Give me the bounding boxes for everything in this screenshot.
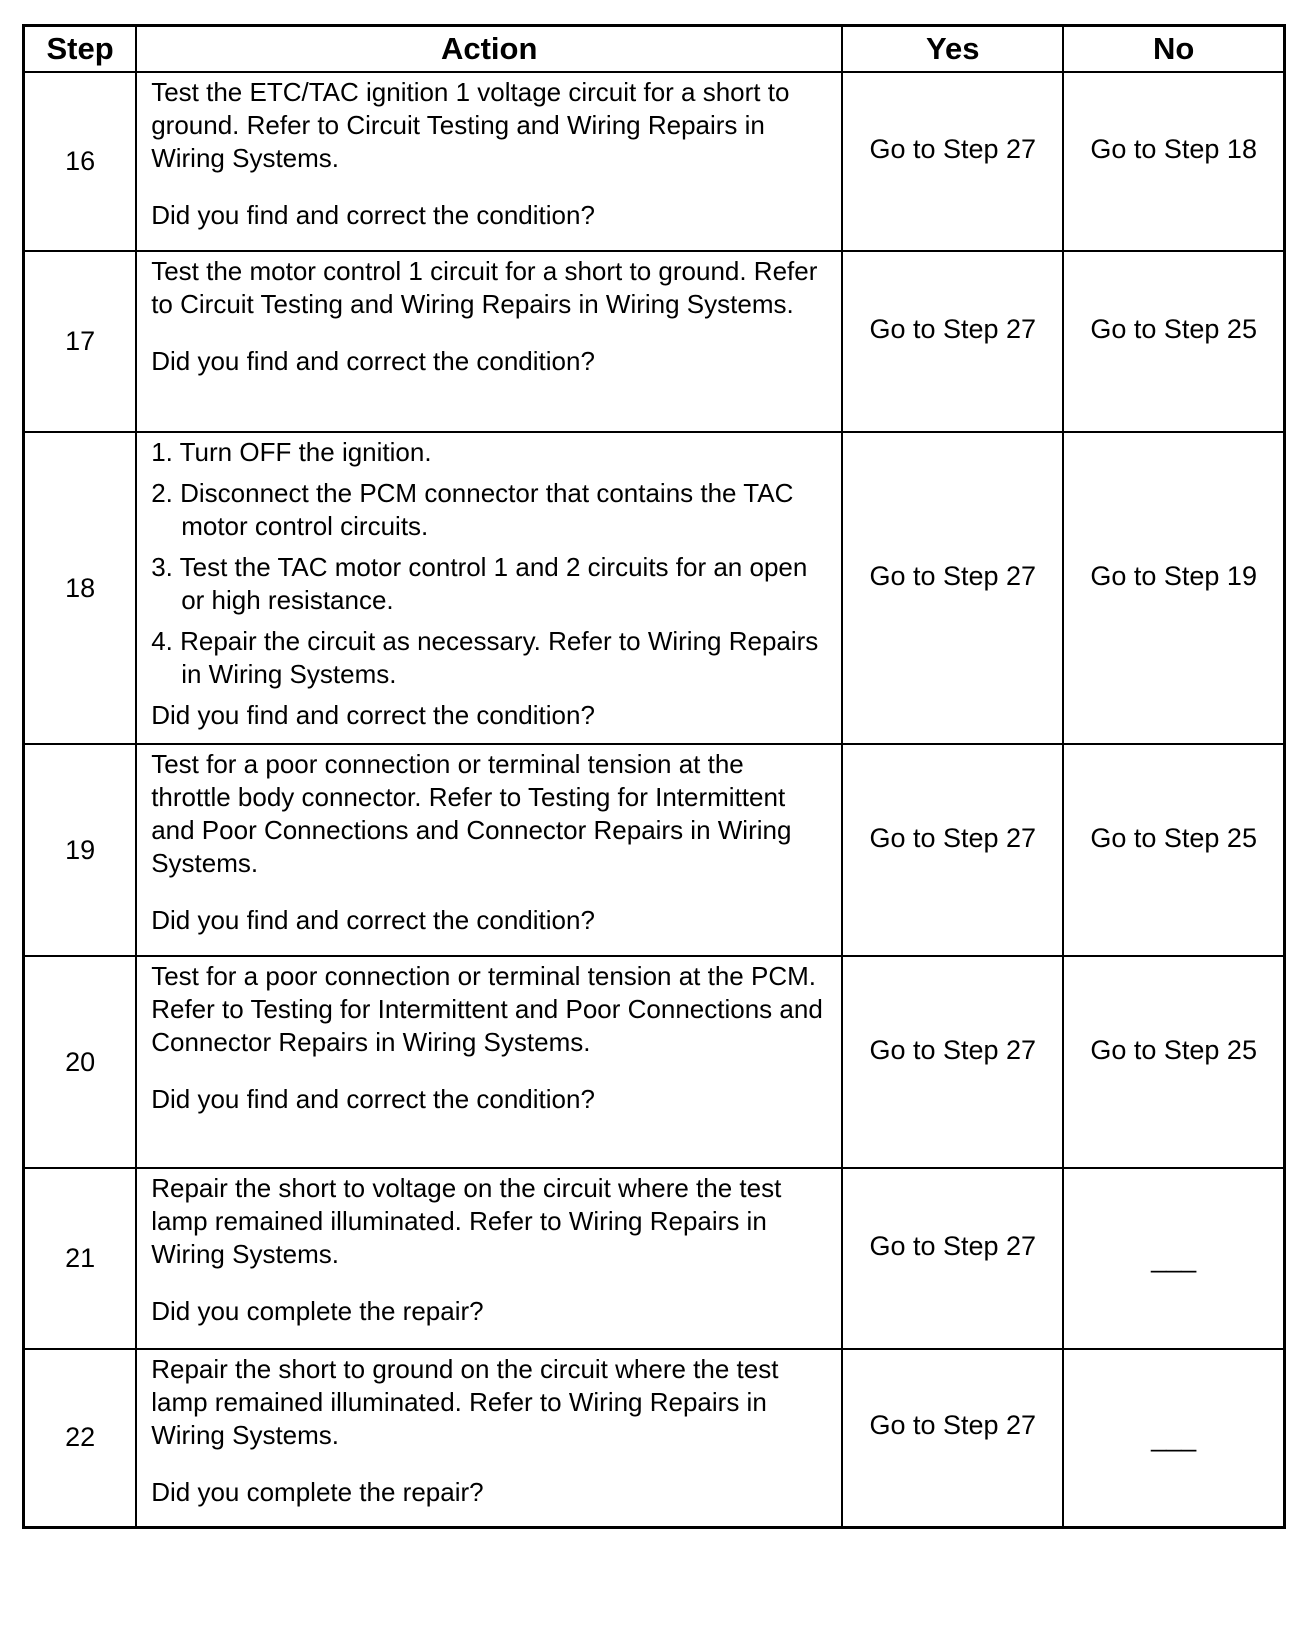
yes-cell: [842, 744, 1063, 956]
list-item: 3. Test the TAC motor control 1 and 2 circuits for an open or high resistance.: [151, 552, 808, 615]
no-cell: [1063, 251, 1284, 432]
action-text: Test for a poor connection or terminal tension at the throttle body connector. Refer to Testing for Intermittent and Poor Connections and Connector Repairs in Wiring Systems.: [151, 749, 792, 878]
no-header: No: [1063, 26, 1284, 73]
step-number: 16: [24, 72, 137, 251]
yes-result: Go to Step 27: [869, 134, 1037, 164]
yes-cell: [842, 1349, 1063, 1527]
yes-result: Go to Step 27: [869, 314, 1037, 344]
header-row: [24, 26, 1285, 73]
step-number: 19: [24, 744, 137, 956]
diagnostic-table: [22, 24, 1286, 1529]
step-number: 18: [24, 432, 137, 744]
yes-result: Go to Step 27: [869, 1410, 1037, 1441]
action-cell: [136, 956, 842, 1168]
yes-result: Go to Step 27: [869, 1034, 1037, 1065]
no-result: Go to Step 25: [1090, 1034, 1257, 1065]
yes-result: Go to Step 27: [869, 822, 1037, 853]
no-result: Go to Step 25: [1090, 314, 1257, 344]
action-question: Did you complete the repair?: [151, 1296, 484, 1326]
list-item: 4. Repair the circuit as necessary. Refer to Wiring Repairs in Wiring Systems.: [151, 626, 819, 689]
action-cell: [136, 744, 842, 956]
action-cell: [136, 1168, 842, 1349]
step-header: Step: [24, 26, 137, 73]
no-result: Go to Step 18: [1090, 134, 1257, 164]
no-result: Go to Step 25: [1090, 822, 1257, 853]
yes-cell: [842, 956, 1063, 1168]
no-result-dash: ___: [1151, 1243, 1197, 1273]
yes-cell: [842, 72, 1063, 251]
action-cell: [136, 1349, 842, 1527]
step-number: 20: [24, 956, 137, 1168]
yes-result: Go to Step 27: [869, 1231, 1037, 1261]
action-text: Test for a poor connection or terminal tension at the PCM. Refer to Testing for Intermittent and Poor Connections and Connector Repairs in Wiring Systems.: [151, 961, 823, 1057]
yes-cell: [842, 1168, 1063, 1349]
list-item: 1. Turn OFF the ignition.: [151, 437, 432, 467]
step-number: 22: [24, 1349, 137, 1527]
table-row: [24, 956, 1285, 1168]
action-steps-list: [151, 436, 829, 691]
action-question: Did you find and correct the condition?: [151, 200, 595, 230]
no-result: Go to Step 19: [1090, 560, 1257, 591]
action-question: Did you find and correct the condition?: [151, 700, 595, 730]
table-row: [24, 1168, 1285, 1349]
step-number: 21: [24, 1168, 137, 1349]
step-number: 17: [24, 251, 137, 432]
action-text: Test the motor control 1 circuit for a short to ground. Refer to Circuit Testing and Wiring Repairs in Wiring Systems.: [151, 256, 818, 319]
yes-cell: [842, 432, 1063, 744]
no-cell: [1063, 744, 1284, 956]
action-question: Did you find and correct the condition?: [151, 905, 595, 935]
action-cell: [136, 72, 842, 251]
action-text: Test the ETC/TAC ignition 1 voltage circuit for a short to ground. Refer to Circuit Testing and Wiring Repairs in Wiring Systems.: [151, 77, 790, 173]
yes-cell: [842, 251, 1063, 432]
no-cell: [1063, 1349, 1284, 1527]
action-header: Action: [136, 26, 842, 73]
table-row: [24, 744, 1285, 956]
table-row: [24, 1349, 1285, 1527]
action-question: Did you complete the repair?: [151, 1477, 484, 1507]
yes-header: Yes: [842, 26, 1063, 73]
yes-result: Go to Step 27: [869, 560, 1037, 591]
action-cell: [136, 432, 842, 744]
no-cell: [1063, 1168, 1284, 1349]
no-result-dash: ___: [1151, 1422, 1197, 1453]
no-cell: [1063, 72, 1284, 251]
table-row: [24, 72, 1285, 251]
action-cell: [136, 251, 842, 432]
table-row: [24, 432, 1285, 744]
list-item: 2. Disconnect the PCM connector that contains the TAC motor control circuits.: [151, 478, 794, 541]
action-question: Did you find and correct the condition?: [151, 346, 595, 376]
no-cell: [1063, 432, 1284, 744]
no-cell: [1063, 956, 1284, 1168]
action-text: Repair the short to ground on the circuit where the test lamp remained illuminated. Refer to Wiring Repairs in Wiring Systems.: [151, 1354, 779, 1450]
action-question: Did you find and correct the condition?: [151, 1084, 595, 1114]
action-text: Repair the short to voltage on the circuit where the test lamp remained illuminated. Refer to Wiring Repairs in Wiring Systems.: [151, 1173, 782, 1269]
table-row: [24, 251, 1285, 432]
